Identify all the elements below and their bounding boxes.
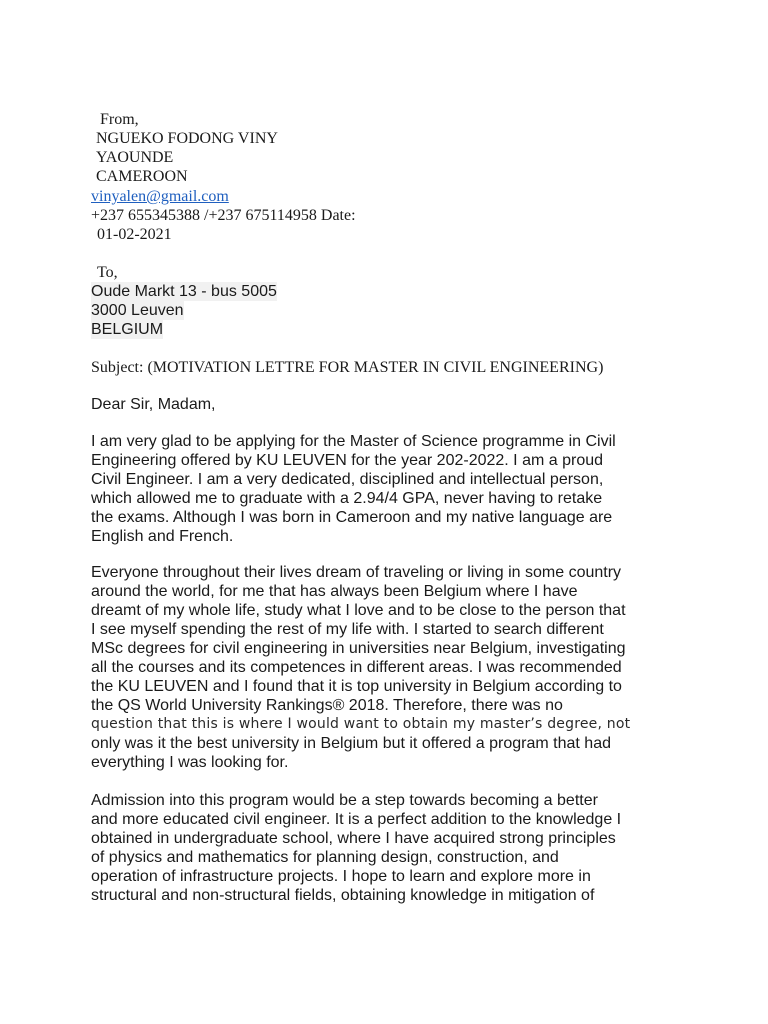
paragraph-line: the exams. Although I was born in Cameroon and my native language are <box>91 509 613 526</box>
paragraph-line: Civil Engineer. I am a very dedicated, disciplined and intellectual person, <box>91 471 604 488</box>
paragraph-line: and more educated civil engineer. It is a perfect addition to the knowledge I <box>91 811 622 828</box>
paragraph-line: I am very glad to be applying for the Master of Science programme in Civil <box>91 433 616 450</box>
recipient-address-line2: 3000 Leuven <box>91 302 184 319</box>
paragraph-line: the KU LEUVEN and I found that it is top university in Belgium according to <box>91 678 622 695</box>
paragraph-line: Engineering offered by KU LEUVEN for the year 202-2022. I am a proud <box>91 452 604 469</box>
salutation: Dear Sir, Madam, <box>91 396 216 413</box>
sender-name: NGUEKO FODONG VINY <box>96 130 278 147</box>
letter-date: 01-02-2021 <box>97 226 172 243</box>
paragraph-line: operation of infrastructure projects. I hope to learn and explore more in <box>91 868 591 885</box>
paragraph-line: all the courses and its competences in different areas. I was recommended <box>91 659 622 676</box>
paragraph-line: MSc degrees for civil engineering in universities near Belgium, investigating <box>91 640 626 657</box>
subject-line: Subject: (MOTIVATION LETTRE FOR MASTER IN CIVIL ENGINEERING) <box>91 359 604 376</box>
body-paragraph-1 <box>91 432 681 546</box>
paragraph-line: dreamt of my whole life, study what I love and to be close to the person that <box>91 602 626 619</box>
paragraph-line: structural and non-structural fields, obtaining knowledge in mitigation of <box>91 887 595 904</box>
paragraph-line: Admission into this program would be a step towards becoming a better <box>91 792 598 809</box>
sender-city: YAOUNDE <box>96 149 174 166</box>
paragraph-line: I see myself spending the rest of my life with. I started to search different <box>91 621 604 638</box>
paragraph-line: the QS World University Rankings® 2018. Therefore, there was no <box>91 697 563 714</box>
sender-email-link[interactable]: vinyalen@gmail.com <box>91 188 229 205</box>
paragraph-line: obtained in undergraduate school, where I have acquired strong principles <box>91 830 616 847</box>
recipient-country: BELGIUM <box>91 321 164 338</box>
paragraph-line: English and French. <box>91 528 234 545</box>
recipient-address-line1: Oude Markt 13 - bus 5005 <box>91 283 277 300</box>
paragraph-line: of physics and mathematics for planning design, construction, and <box>91 849 559 866</box>
paragraph-line: which allowed me to graduate with a 2.94/4 GPA, never having to retake <box>91 490 603 507</box>
from-label: From, <box>100 111 139 128</box>
paragraph-line: question that this is where I would want to obtain my master’s degree, not <box>91 716 631 732</box>
to-label: To, <box>97 264 118 281</box>
body-paragraph-2 <box>91 563 681 772</box>
paragraph-line: everything I was looking for. <box>91 754 289 771</box>
paragraph-line: around the world, for me that has always been Belgium where I have <box>91 583 578 600</box>
sender-country: CAMEROON <box>96 168 188 185</box>
paragraph-line: Everyone throughout their lives dream of traveling or living in some country <box>91 564 622 581</box>
sender-phones-date: +237 655345388 /+237 675114958 Date: <box>91 207 356 224</box>
paragraph-line: only was it the best university in Belgium but it offered a program that had <box>91 735 611 752</box>
body-paragraph-3 <box>91 791 681 905</box>
